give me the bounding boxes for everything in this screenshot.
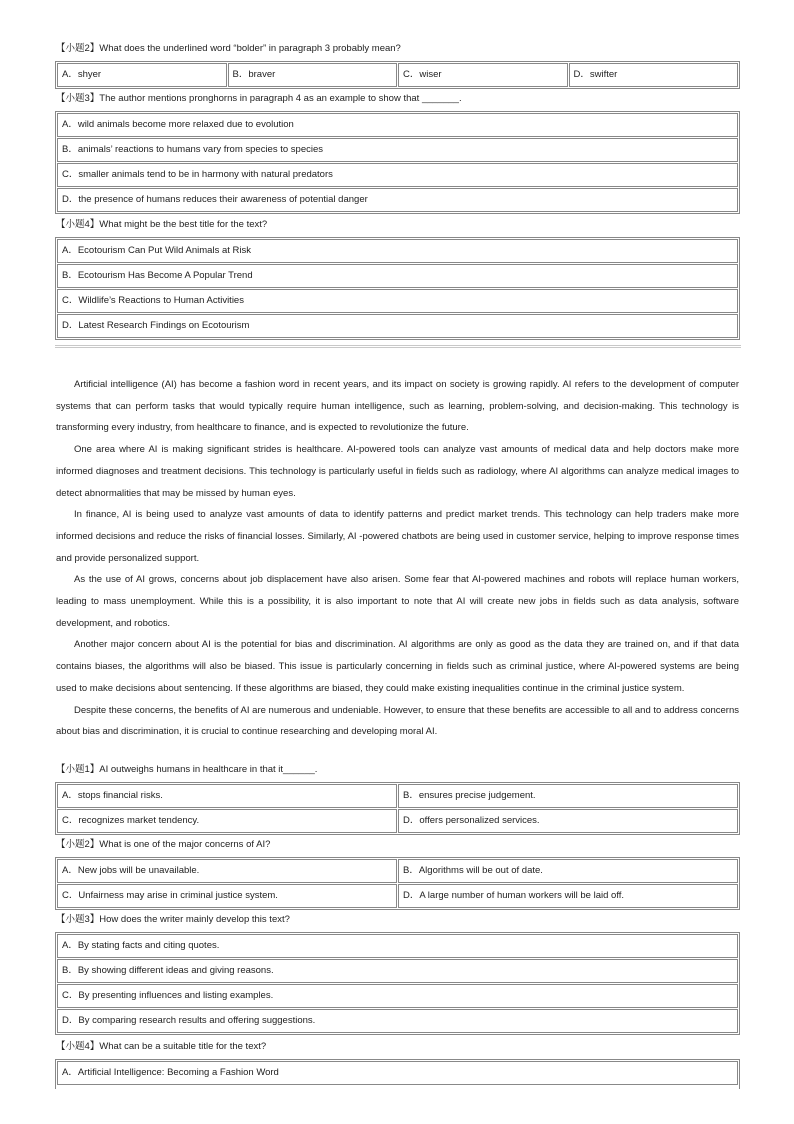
option-a[interactable]: A．wild animals become more relaxed due to evolution (57, 113, 738, 137)
options-table (55, 237, 740, 340)
passage-paragraph: As the use of AI grows, concerns about job displacement have also arisen. Some fear that AI-powered machines and robots will replace human workers, leading to mass unemployment. While this is a possibility, it is also important to note that AI will create new jobs in fields such as data analysis, software development, and robotics. (56, 574, 739, 629)
question-stem: 【小题1】AI outweighs humans in healthcare in that it______. (56, 764, 318, 775)
options-row (57, 784, 738, 808)
options-table (55, 857, 740, 910)
options-table (55, 61, 740, 89)
passage-paragraph: One area where AI is making significant strides is healthcare. AI-powered tools can analyze vast amounts of medical data and help doctors make more informed diagnoses and treatment decisions. This technology is particularly useful in fields such as radiology, where AI algorithms can analyze medical images to detect abnormalities that may be missed by human eyes. (56, 444, 739, 499)
options-row (57, 113, 738, 137)
option-c[interactable]: C．Wildlife’s Reactions to Human Activities (57, 289, 738, 313)
options-row (57, 959, 738, 983)
option-c[interactable]: C．recognizes market tendency. (57, 809, 397, 833)
option-b[interactable]: B．braver (228, 63, 398, 87)
question-stem: 【小题4】What might be the best title for the text? (56, 219, 268, 230)
option-b[interactable]: B．By showing different ideas and giving reasons. (57, 959, 738, 983)
option-c[interactable]: C．Unfairness may arise in criminal justice system. (57, 884, 397, 908)
options-row (57, 188, 738, 212)
passage-paragraph: In finance, AI is being used to analyze vast amounts of data to identify patterns and predict market trends. This technology can help traders make more informed decisions and reduce the risks of financial losses. Similarly, AI -powered chatbots are being used in customer service, helping to improve response times and provide personalized support. (56, 509, 739, 564)
option-d[interactable]: D．offers personalized services. (398, 809, 738, 833)
option-c[interactable]: C．By presenting influences and listing examples. (57, 984, 738, 1008)
options-row (57, 239, 738, 263)
options-row (57, 984, 738, 1008)
option-c[interactable]: C．smaller animals tend to be in harmony with natural predators (57, 163, 738, 187)
options-row (57, 934, 738, 958)
options-table (55, 1059, 740, 1089)
question-stem: 【小题2】What is one of the major concerns of AI? (56, 839, 271, 850)
question-stem: 【小题3】The author mentions pronghorns in paragraph 4 as an example to show that _______. (56, 93, 462, 104)
option-b[interactable]: B．ensures precise judgement. (398, 784, 738, 808)
options-row (57, 314, 738, 338)
options-row (57, 63, 738, 87)
option-a[interactable]: A．Ecotourism Can Put Wild Animals at Risk (57, 239, 738, 263)
option-d[interactable]: D．Latest Research Findings on Ecotourism (57, 314, 738, 338)
question-stem: 【小题2】What does the underlined word “bolder” in paragraph 3 probably mean? (56, 43, 401, 54)
passage-paragraph: Another major concern about AI is the potential for bias and discrimination. AI algorithms are only as good as the data they are trained on, and if that data contains biases, the algorithms will also be biased. This issue is particularly concerning in fields such as criminal justice, where AI-powered systems are being used to make decisions about sentencing. If these algorithms are biased, they could make existing inequalities continue in the criminal justice system. (56, 639, 739, 694)
section-divider (55, 345, 741, 348)
option-a[interactable]: A．stops financial risks. (57, 784, 397, 808)
option-d[interactable]: D．A large number of human workers will be laid off. (398, 884, 738, 908)
question-stem: 【小题4】What can be a suitable title for the text? (56, 1041, 267, 1052)
option-b[interactable]: B．Algorithms will be out of date. (398, 859, 738, 883)
options-row (57, 289, 738, 313)
options-table (55, 111, 740, 214)
option-d[interactable]: D．By comparing research results and offering suggestions. (57, 1009, 738, 1033)
question-stem: 【小题3】How does the writer mainly develop this text? (56, 914, 290, 925)
options-row (57, 859, 738, 883)
options-row (57, 163, 738, 187)
passage-paragraph: Artificial intelligence (AI) has become a fashion word in recent years, and its impact on society is growing rapidly. AI refers to the development of computer systems that can perform tasks that would typically require human intelligence, such as learning, problem-solving, and decision-making. This technology is transforming every industry, from healthcare to finance, and is expected to revolutionize the future. (56, 379, 739, 434)
option-a[interactable]: A．By stating facts and citing quotes. (57, 934, 738, 958)
option-d[interactable]: D．swifter (569, 63, 739, 87)
options-row (57, 1061, 738, 1085)
option-a[interactable]: A．New jobs will be unavailable. (57, 859, 397, 883)
options-row (57, 884, 738, 908)
passage-paragraph: Despite these concerns, the benefits of AI are numerous and undeniable. However, to ensure that these benefits are accessible to all and to address concerns about bias and discrimination, it is crucial to continue researching and developing moral AI. (56, 704, 739, 738)
options-row (57, 1009, 738, 1033)
options-row (57, 809, 738, 833)
options-row (57, 138, 738, 162)
reading-passage (56, 374, 739, 743)
option-c[interactable]: C．wiser (398, 63, 568, 87)
option-d[interactable]: D．the presence of humans reduces their awareness of potential danger (57, 188, 738, 212)
option-a[interactable]: A．Artificial Intelligence: Becoming a Fashion Word (57, 1061, 738, 1085)
options-row (57, 264, 738, 288)
option-a[interactable]: A．shyer (57, 63, 227, 87)
option-b[interactable]: B．Ecotourism Has Become A Popular Trend (57, 264, 738, 288)
options-table (55, 782, 740, 835)
options-table (55, 932, 740, 1035)
option-b[interactable]: B．animals’ reactions to humans vary from species to species (57, 138, 738, 162)
